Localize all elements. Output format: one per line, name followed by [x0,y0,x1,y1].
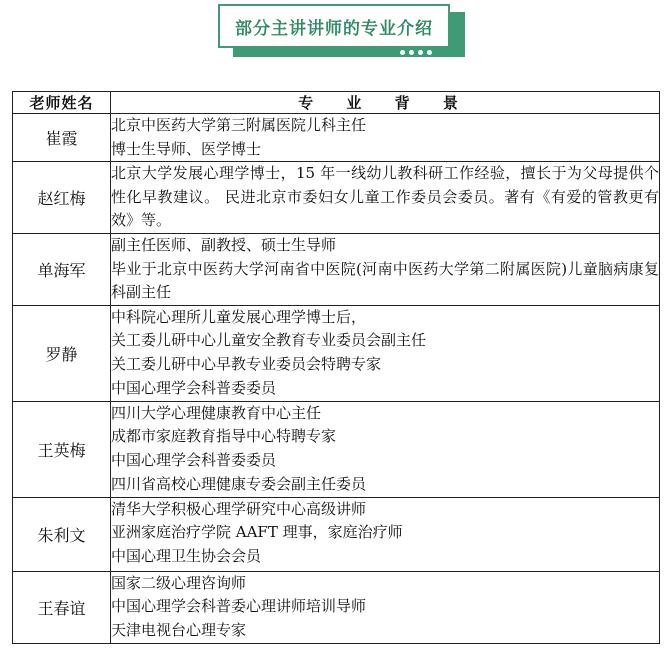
title-banner [218,4,450,48]
lecturer-name: 罗静 [13,305,111,401]
lecturer-name: 王春谊 [13,571,111,643]
lecturer-background [111,233,660,305]
background-line: 四川省高校心理健康专委会副主任委员 [111,474,367,493]
table-row [13,114,660,162]
background-line: 国家二级心理咨询师 [111,573,247,592]
lecturer-name: 王英梅 [13,401,111,497]
lecturer-background [111,497,660,571]
background-line: 中国心理学会科普委委员 [111,450,277,469]
column-header-background: 专 业 背 景 [111,92,660,114]
background-line: 中国心理卫生协会会员 [111,546,262,565]
background-line: 关工委儿研中心儿童安全教育专业委员会副主任 [111,331,427,350]
table-row [13,162,660,234]
table-row [13,497,660,571]
background-line: 副主任医师、副教授、硕士生导师 [111,235,337,254]
background-line: 四川大学心理健康教育中心主任 [111,403,322,422]
banner-dots [400,50,432,55]
background-paragraph: 北京大学发展心理学博士，15 年一线幼儿教科研工作经验，擅长于为父母提供个性化早教建议。 民进北京市委妇女儿童工作委员会委员。著有《有爱的管教更有效》等。 [111,164,659,230]
lecturer-name: 单海军 [13,233,111,305]
lecturer-background [111,162,660,234]
background-line: 中国心理学会科普委心理讲师培训导师 [111,597,367,616]
background-line: 博士生导师、医学博士 [111,139,262,158]
lecturer-background [111,114,660,162]
lecturer-name: 朱利文 [13,497,111,571]
table-row [13,401,660,497]
background-line: 关工委儿研中心早教专业委员会特聘专家 [111,354,382,373]
lecturer-name: 赵红梅 [13,162,111,234]
background-line: 亚洲家庭治疗学院 AAFT 理事，家庭治疗师 [111,523,403,542]
column-header-name: 老师姓名 [13,92,111,114]
dot-icon [418,50,423,55]
lecturer-background [111,571,660,643]
background-line: 中科院心理所儿童发展心理学博士后， [111,307,367,326]
lecturer-name: 崔霞 [13,114,111,162]
lecturer-background [111,401,660,497]
page-title: 部分主讲讲师的专业介绍 [235,18,433,39]
lecturer-background [111,305,660,401]
table-row [13,233,660,305]
table-header-row [13,92,660,114]
dot-icon [427,50,432,55]
table-row [13,305,660,401]
dot-icon [400,50,405,55]
background-line: 天津电视台心理专家 [111,620,247,639]
dot-icon [409,50,414,55]
lecturer-table [12,91,660,644]
background-line: 成都市家庭教育指导中心特聘专家 [111,427,337,446]
background-line: 清华大学积极心理学研究中心高级讲师 [111,499,367,518]
table-row [13,571,660,643]
background-paragraph: 毕业于北京中医药大学河南省中医院(河南中医药大学第二附属医院)儿童脑病康复科副主任 [111,259,659,302]
background-line: 北京中医药大学第三附属医院儿科主任 [111,116,367,134]
background-line: 中国心理学会科普委委员 [111,378,277,397]
